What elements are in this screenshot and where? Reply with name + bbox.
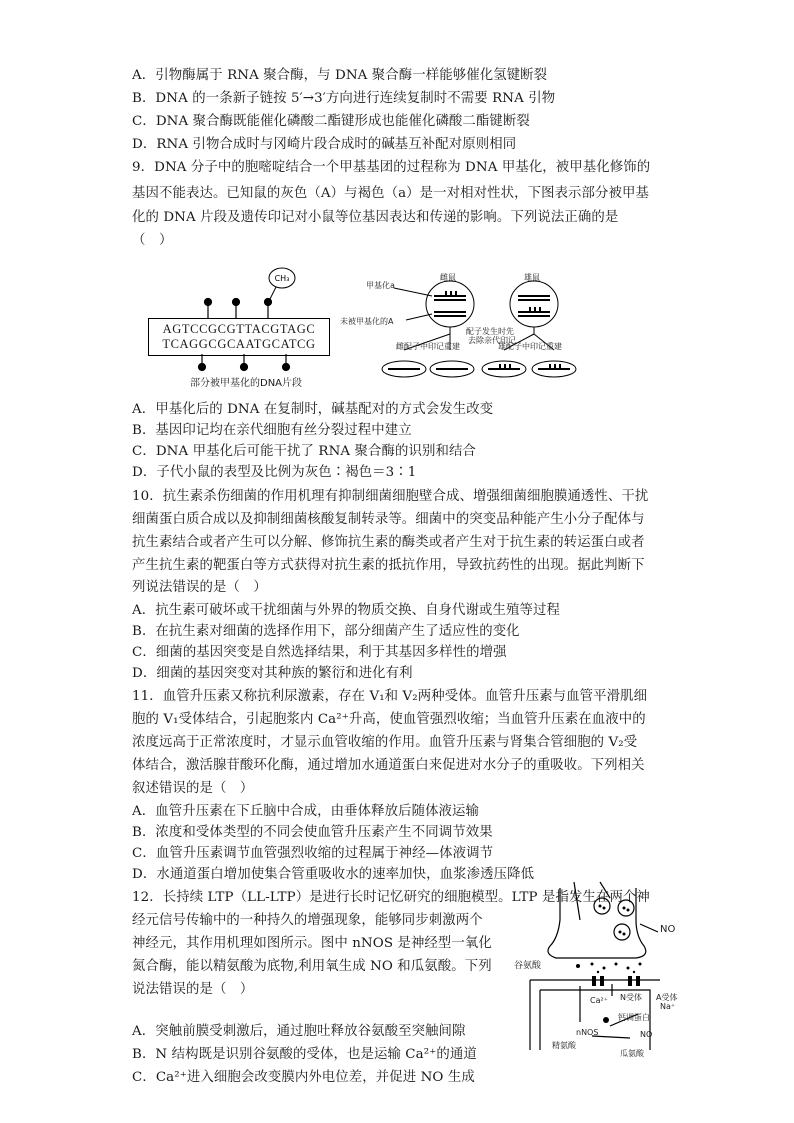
text-line: 基因不能表达。已知鼠的灰色（A）与褐色（a）是一对相对性状，下图表示部分被甲基 <box>132 186 650 201</box>
text-line: A．甲基化后的 DNA 在复制时，碱基配对的方式会发生改变 <box>132 402 494 417</box>
text-line: 列说法错误的是（ ） <box>132 580 267 595</box>
text-line: 体结合，激活腺苷酸环化酶，通过增加水通道蛋白来促进对水分子的重吸收。下列相关 <box>132 758 645 773</box>
methyl-groups-diagram <box>140 262 340 322</box>
text-line: D．水通道蛋白增加使集合管重吸收水的速率加快，血浆渗透压降低 <box>132 867 535 882</box>
dna-top-strand: AGTCCGCGTTACGTAGC <box>162 322 316 336</box>
label-unmethylated-a: 未被甲基化的A <box>340 317 394 326</box>
text-line: D．细菌的基因突变对其种族的繁衍和进化有利 <box>132 666 413 681</box>
text-line: 经元信号传输中的一种持久的增强现象，能够同步刺激两个 <box>132 913 483 928</box>
text-line: B．N 结构既是识别谷氨酸的受体，也是运输 Ca²⁺的通道 <box>132 1047 477 1062</box>
label-gamete-note-1: 配子发生时先 <box>466 327 514 336</box>
label-citrulline: 瓜氨酸 <box>620 1049 644 1058</box>
text-line: 氮合酶，能以精氨酸为底物,利用氧生成 NO 和瓜氨酸。下列 <box>132 959 492 974</box>
text-line: A．突触前膜受刺激后，通过胞吐释放谷氨酸至突触间隙 <box>132 1024 466 1039</box>
dna-bottom-strand: TCAGGCGCAATGCATCG <box>162 337 316 351</box>
label-na: Na⁺ <box>660 1002 676 1011</box>
text-line: B．浓度和受体类型的不同会使血管升压素产生不同调节效果 <box>132 825 493 840</box>
text-line: A．抗生素可破坏或干扰细菌与外界的物质交换、自身代谢或生殖等过程 <box>132 603 560 618</box>
text-line: 11．血管升压素又称抗利尿激素，存在 V₁和 V₂两种受体。血管升压素与血管平滑肌细 <box>132 689 648 704</box>
text-line: 化的 DNA 片段及遗传印记对小鼠等位基因表达和传递的影响。下列说法正确的是 <box>132 210 619 225</box>
bottom-methyl-groups <box>148 354 328 376</box>
text-line: C．DNA 聚合酶既能催化磷酸二酯键形成也能催化磷酸二酯键断裂 <box>132 114 530 129</box>
text-line: 9．DNA 分子中的胞嘧啶结合一个甲基基团的过程称为 DNA 甲基化，被甲基化修饰的 <box>132 160 651 175</box>
text-line: 说法错误的是（ ） <box>132 982 254 997</box>
label-calmodulin: 钙调蛋白 <box>618 1013 650 1022</box>
text-line: 胞的 V₁受体结合，引起胞浆内 Ca²⁺升高，使血管强烈收缩；当血管升压素在血液中的 <box>132 712 646 727</box>
text-line: 产生抗生素的靶蛋白等方式获得对抗生素的抵抗作用，导致抗药性的出现。据此判断下 <box>132 558 645 573</box>
ch3-label: CH₃ <box>274 274 290 283</box>
text-line: C．细菌的基因突变是自然选择结果，利于其基因多样性的增强 <box>132 645 507 660</box>
text-line: 叙述错误的是（ ） <box>132 781 254 796</box>
text-line: C．DNA 甲基化后可能干扰了 RNA 聚合酶的识别和结合 <box>132 444 476 459</box>
dna-fragment-caption: 部分被甲基化的DNA片段 <box>190 378 303 389</box>
label-arginine: 精氨酸 <box>552 1041 576 1050</box>
text-line: （ ） <box>132 233 173 248</box>
text-line: D．RNA 引物合成时与冈崎片段合成时的碱基互补配对原则相同 <box>132 137 517 152</box>
text-line: 10．抗生素杀伤细菌的作用机理有抑制细菌细胞壁合成、增强细菌细胞膜通透性、干扰 <box>132 489 649 504</box>
text-line: 细菌蛋白质合成以及抑制细菌核酸复制转录等。细菌中的突变品种能产生小分子配体与 <box>132 512 645 527</box>
label-n-receptor: N受体 <box>620 993 642 1002</box>
text-line: B．在抗生素对细菌的选择作用下，部分细菌产生了适应性的变化 <box>132 624 520 639</box>
label-male-rebuild: 雄配子中印记重建 <box>498 342 562 351</box>
text-line: C．血管升压素调节血管强烈收缩的过程属于神经—体液调节 <box>132 846 494 861</box>
text-line: 神经元，其作用机理如图所示。图中 nNOS 是神经型一氧化 <box>132 936 492 951</box>
label-a-receptor: A受体 <box>656 993 678 1002</box>
label-no-bottom: NO <box>640 1030 653 1039</box>
label-female-mouse: 雌鼠 <box>440 273 456 282</box>
dna-fragment-box <box>148 318 330 356</box>
text-line: C．Ca²⁺进入细胞会改变膜内外电位差，并促进 NO 生成 <box>132 1070 475 1085</box>
label-nnos: nNOS <box>576 1028 599 1037</box>
text-line: A．引物酶属于 RNA 聚合酶，与 DNA 聚合酶一样能够催化氢键断裂 <box>132 68 548 83</box>
label-methylated-a: 甲基化a <box>366 281 395 290</box>
label-gamete-note-2: 去除亲代印记 <box>468 336 516 345</box>
text-line: A．血管升压素在下丘脑中合成，由垂体释放后随体液运输 <box>132 804 480 819</box>
text-line: B．基因印记均在亲代细胞有丝分裂过程中建立 <box>132 423 412 438</box>
text-line: 浓度远高于正常浓度时，才显示血管收缩的作用。血管升压素与肾集合管细胞的 V₂受 <box>132 735 638 750</box>
text-line: B．DNA 的一条新子链按 5′→3′方向进行连续复制时不需要 RNA 引物 <box>132 91 556 106</box>
text-line: 12．长持续 LTP（LL-LTP）是进行长时记忆研究的细胞模型。LTP 是指发生在两个神 <box>132 890 650 905</box>
text-line: D．子代小鼠的表型及比例为灰色∶褐色＝3∶1 <box>132 465 417 480</box>
text-line: 抗生素结合或者产生可以分解、修饰抗生素的酶类或者产生对于抗生素的转运蛋白或者 <box>132 535 645 550</box>
label-female-rebuild: 雌配子中印记重建 <box>396 342 460 351</box>
label-male-mouse: 雄鼠 <box>524 273 540 282</box>
label-glutamate: 谷氨酸 <box>514 961 542 971</box>
label-no-top: NO <box>660 924 676 935</box>
label-ca: Ca²⁺ <box>590 996 608 1005</box>
